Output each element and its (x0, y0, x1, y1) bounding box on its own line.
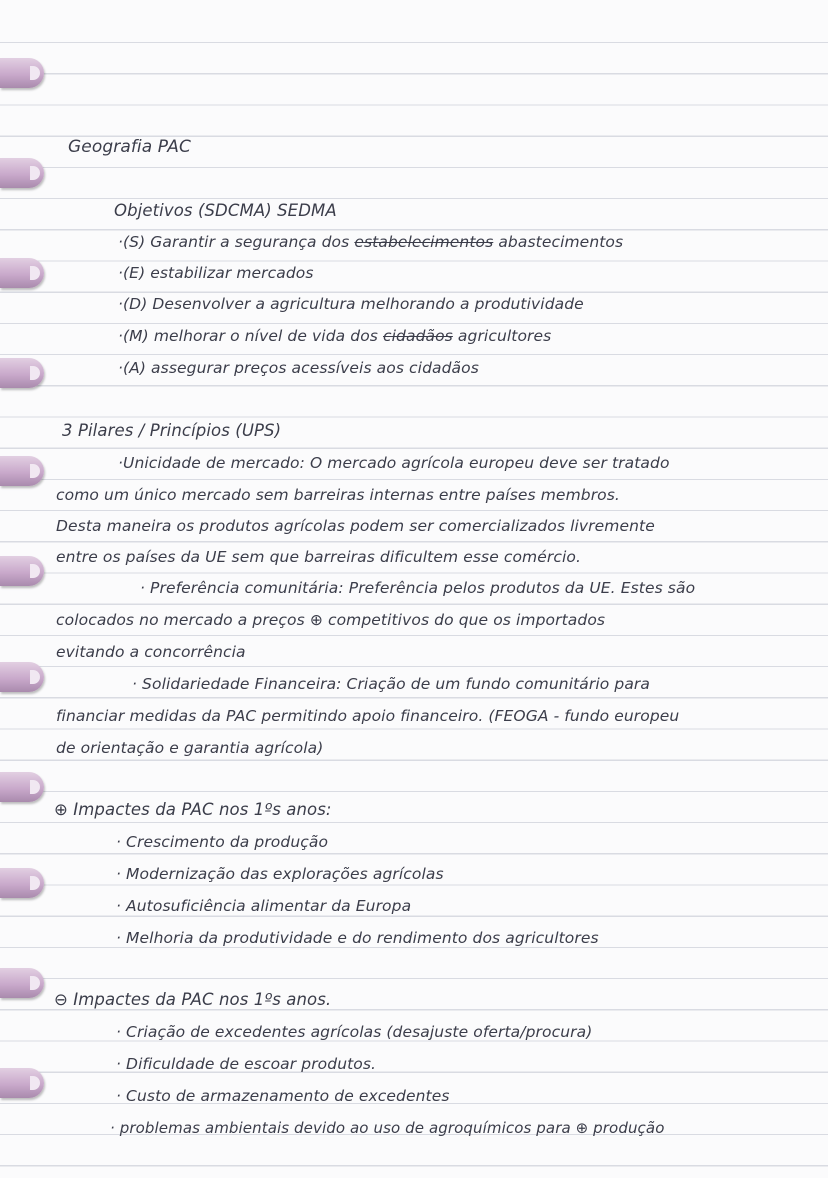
binder-ring-icon (0, 662, 44, 692)
pillar-line: evitando a concorrência (56, 643, 246, 661)
pillar-line: colocados no mercado a preços ⊕ competitivos do que os importados (56, 611, 606, 629)
objective-text: ·(D) Desenvolver a agricultura melhorando a produtividade (118, 295, 584, 313)
objectives-heading: Objetivos (SDCMA) SEDMA (114, 201, 337, 220)
pillars-heading: 3 Pilares / Princípios (UPS) (62, 421, 282, 440)
pillar-line: ·Unicidade de mercado: O mercado agrícola europeu deve ser tratado (118, 454, 670, 472)
objective-item (118, 326, 551, 346)
objective-text: ·(S) Garantir a segurança dos (118, 233, 350, 251)
binder-ring-icon (0, 58, 44, 88)
binder-ring-icon (0, 358, 44, 388)
page-title: Geografia PAC (68, 137, 191, 157)
positive-impacts-heading: ⊕ Impactes da PAC nos 1ºs anos: (54, 800, 332, 819)
negative-impact-item: · problemas ambientais devido ao uso de agroquímicos para ⊕ produção (110, 1119, 665, 1137)
pillar-line: como um único mercado sem barreiras internas entre países membros. (56, 486, 620, 504)
positive-impact-item: · Autosuficiência alimentar da Europa (116, 897, 412, 915)
binder-ring-icon (0, 772, 44, 802)
negative-impacts-heading: ⊖ Impactes da PAC nos 1ºs anos. (54, 990, 332, 1009)
pillar-line: de orientação e garantia agrícola) (56, 739, 324, 757)
pillar-line: Desta maneira os produtos agrícolas podem ser comercializados livremente (56, 517, 655, 535)
objective-item (118, 232, 623, 252)
pillar-line: financiar medidas da PAC permitindo apoio financeiro. (FEOGA - fundo europeu (56, 707, 680, 725)
binder-ring-icon (0, 1068, 44, 1098)
pillar-line: · Preferência comunitária: Preferência pelos produtos da UE. Estes são (140, 579, 696, 597)
negative-impact-item: · Criação de excedentes agrícolas (desajuste oferta/procura) (116, 1023, 593, 1041)
pillar-line: · Solidariedade Financeira: Criação de um fundo comunitário para (132, 675, 650, 693)
binder-ring-icon (0, 556, 44, 586)
binder-ring-icon (0, 456, 44, 486)
objective-item (118, 294, 584, 314)
binder-ring-icon (0, 158, 44, 188)
positive-impact-item: · Melhoria da produtividade e do rendimento dos agricultores (116, 929, 599, 947)
pillar-line: entre os países da UE sem que barreiras dificultem esse comércio. (56, 548, 582, 566)
negative-impact-item: · Dificuldade de escoar produtos. (116, 1055, 377, 1073)
objective-text: ·(E) estabilizar mercados (118, 264, 314, 282)
struck-word: estabelecimentos (354, 233, 494, 251)
struck-word: cidadãos (383, 327, 453, 345)
positive-impact-item: · Modernização das explorações agrícolas (116, 865, 444, 883)
binder-ring-icon (0, 258, 44, 288)
binder-ring-icon (0, 868, 44, 898)
negative-impact-item: · Custo de armazenamento de excedentes (116, 1087, 450, 1105)
binder-rings (0, 0, 48, 1178)
binder-ring-icon (0, 968, 44, 998)
objective-text: ·(A) assegurar preços acessíveis aos cidadãos (118, 359, 479, 377)
positive-impact-item: · Crescimento da produção (116, 833, 329, 851)
objective-text: ·(M) melhorar o nível de vida dos (118, 327, 378, 345)
objective-item (118, 263, 314, 283)
objective-text: abastecimentos (498, 233, 624, 251)
objective-text: agricultores (457, 327, 552, 345)
objective-item (118, 358, 479, 378)
